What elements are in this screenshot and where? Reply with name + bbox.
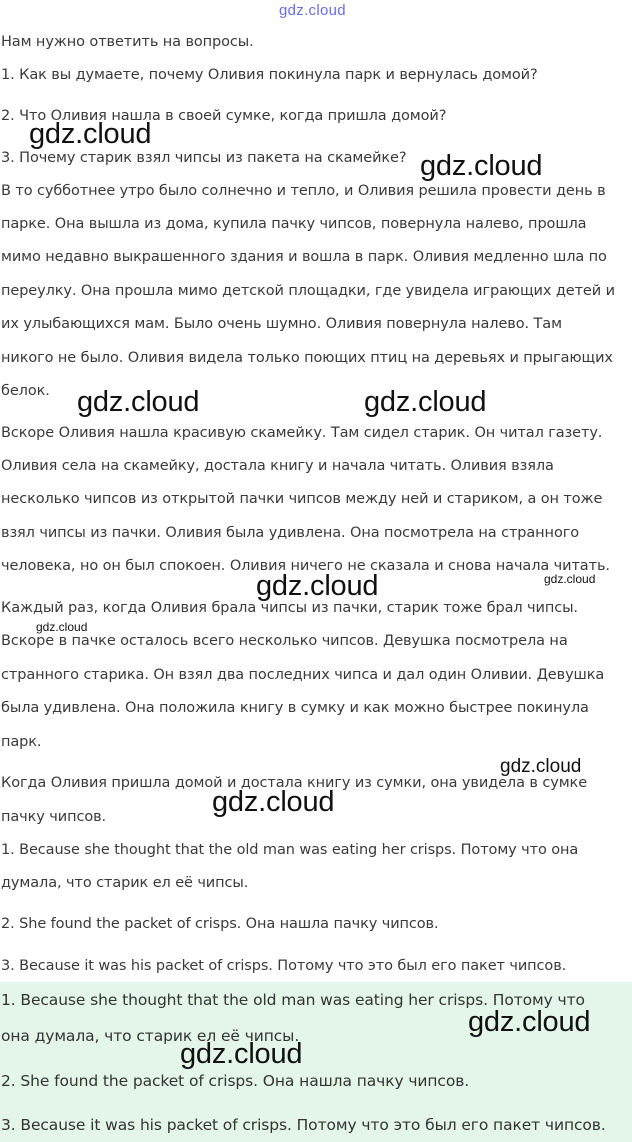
highlighted-answer-3: 3. Because it was his packet of crisps. Потому что это был его пакет чипсов. <box>1 1116 606 1134</box>
watermark: gdz.cloud <box>29 118 152 150</box>
question-2: 2. Что Оливия нашла в своей сумке, когда пришла домой? <box>1 108 447 124</box>
story-line: странного старика. Он взял два последних чипса и дал один Оливии. Девушка <box>1 667 605 683</box>
story-line: пачку чипсов. <box>1 809 107 825</box>
story-line: была удивлена. Она положила книгу в сумку и как можно быстрее покинула <box>1 700 589 716</box>
story-line: их улыбающихся мам. Было очень шумно. Оливия повернула налево. Там <box>1 316 562 332</box>
watermark: gdz.cloud <box>420 150 543 182</box>
highlighted-answer-1-line: она думала, что старик ел её чипсы. <box>1 1027 300 1045</box>
questions-intro: Нам нужно ответить на вопросы. <box>1 34 254 50</box>
story-line: парке. Она вышла из дома, купила пачку чипсов, повернула налево, прошла <box>1 216 587 232</box>
watermark: gdz.cloud <box>500 756 582 777</box>
watermark: gdz.cloud <box>212 786 335 818</box>
answer-1-line: думала, что старик ел её чипсы. <box>1 875 249 891</box>
story-line: человека, но он был спокоен. Оливия ничего не сказала и снова начала читать. <box>1 558 610 574</box>
highlighted-answer-1-line: 1. Because she thought that the old man was eating her crisps. Потому что <box>1 991 585 1009</box>
story-line: Вскоре Оливия нашла красивую скамейку. Там сидел старик. Он читал газету. <box>1 425 603 441</box>
watermark: gdz.cloud <box>544 572 596 586</box>
question-1: 1. Как вы думаете, почему Оливия покинула парк и вернулась домой? <box>1 67 538 83</box>
question-3: 3. Почему старик взял чипсы из пакета на скамейке? <box>1 150 407 166</box>
answer-3: 3. Because it was his packet of crisps. Потому что это был его пакет чипсов. <box>1 958 567 974</box>
watermark: gdz.cloud <box>36 620 88 634</box>
story-line: Оливия села на скамейку, достала книгу и начала читать. Оливия взяла <box>1 458 554 474</box>
story-line: парк. <box>1 734 42 750</box>
story-line: несколько чипсов из открытой пачки чипсов между ней и стариком, а он тоже <box>1 491 603 507</box>
watermark: gdz.cloud <box>364 386 487 418</box>
highlighted-answer-2: 2. She found the packet of crisps. Она нашла пачку чипсов. <box>1 1072 470 1090</box>
answer-2: 2. She found the packet of crisps. Она нашла пачку чипсов. <box>1 916 439 932</box>
story-line: взял чипсы из пачки. Оливия была удивлена. Она посмотрела на странного <box>1 525 579 541</box>
watermark: gdz.cloud <box>256 570 379 602</box>
story-line: никого не было. Оливия видела только поющих птиц на деревьях и прыгающих <box>1 350 613 366</box>
watermark: gdz.cloud <box>180 1038 303 1070</box>
story-line: мимо недавно выкрашенного здания и вошла в парк. Оливия медленно шла по <box>1 249 607 265</box>
answer-1-line: 1. Because she thought that the old man was eating her crisps. Потому что она <box>1 842 579 858</box>
site-logo[interactable]: gdz.cloud <box>279 2 346 19</box>
story-line: Вскоре в пачке осталось всего несколько чипсов. Девушка посмотрела на <box>1 633 568 649</box>
story-line: Каждый раз, когда Оливия брала чипсы из пачки, старик тоже брал чипсы. <box>1 600 578 616</box>
story-line: В то субботнее утро было солнечно и тепло, и Оливия решила провести день в <box>1 183 606 199</box>
watermark: gdz.cloud <box>468 1006 591 1038</box>
watermark: gdz.cloud <box>77 386 200 418</box>
story-line: белок. <box>1 383 50 399</box>
story-line: переулку. Она прошла мимо детской площадки, где увидела играющих детей и <box>1 283 615 299</box>
story-line: Когда Оливия пришла домой и достала книгу из сумки, она увидела в сумке <box>1 775 588 791</box>
